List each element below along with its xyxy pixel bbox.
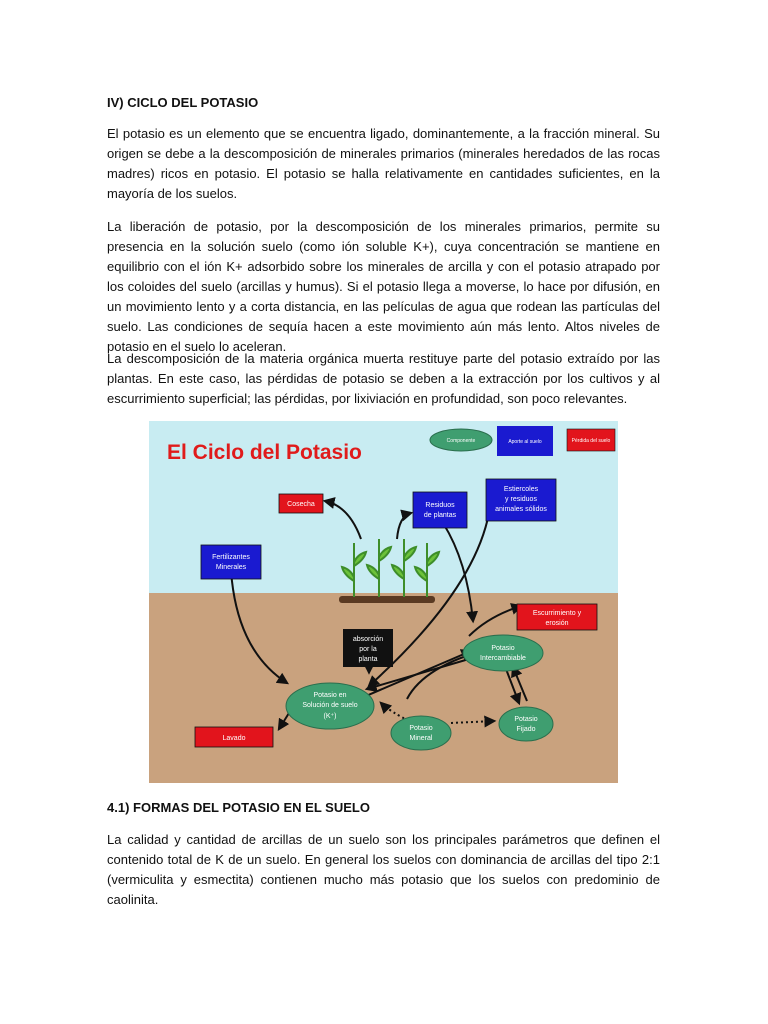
svg-text:y residuos: y residuos xyxy=(505,496,537,503)
svg-text:Lavado: Lavado xyxy=(222,735,246,742)
paragraph-2: La liberación de potasio, por la descomposición de los minerales primarios, permite su presencia en la solución suelo (como ión soluble K+), cuya concentración se mantiene en equilibrio con el ión K+ adsorbido sobre los minerales de arcilla y con el potasio atrapado por los coloides del suelo (arcillas y humus). Si el potasio llega a moverse, lo hace por difusión, en un movimiento lento y a corta distancia, en las películas de agua que rodean las partículas del suelo. Las condiciones de sequía hacen a este movimiento aún más lento. Altos niveles de potasio en el suelo lo aceleran. xyxy=(107,219,660,354)
svg-text:Fijado: Fijado xyxy=(516,726,536,733)
paragraph-4: La calidad y cantidad de arcillas de un suelo son los principales parámetros que definen el contenido total de K de un suelo. En general los suelos con dominancia de arcillas del tipo 2:1 (vermiculita y esmectita) contienen mucho más potasio que los suelos con predominio de caolinita. xyxy=(107,832,660,907)
svg-text:Residuos: Residuos xyxy=(425,502,455,509)
svg-text:Cosecha: Cosecha xyxy=(287,501,315,508)
figure-title: El Ciclo del Potasio xyxy=(167,441,362,464)
svg-text:(K⁺): (K⁺) xyxy=(323,713,337,720)
box-residuos xyxy=(413,492,467,528)
ellipse-potasio-solucion xyxy=(286,683,374,729)
box-cosecha xyxy=(279,494,323,513)
svg-text:de plantas: de plantas xyxy=(423,512,457,519)
legend-loss-label: Pérdida del suelo xyxy=(571,438,611,444)
paragraph-1: El potasio es un elemento que se encuentra ligado, dominantemente, a la fracción mineral. Su origen se debe a la descomposición de minerales primarios (minerales heredados de las rocas madres) ricos en potasio. El potasio se halla relativamente en cantidades suficientes, en la mayoría de los suelos. xyxy=(107,126,660,201)
svg-text:Intercambiable: Intercambiable xyxy=(480,655,526,662)
svg-text:Solución de suelo: Solución de suelo xyxy=(302,702,358,709)
svg-text:Mineral: Mineral xyxy=(409,735,433,742)
svg-text:por la: por la xyxy=(359,646,377,653)
potassium-cycle-figure xyxy=(149,421,618,783)
legend-input-label: Aporte al suelo xyxy=(508,439,542,445)
legend-component-label: Componente xyxy=(446,438,476,444)
svg-text:Fertilizantes: Fertilizantes xyxy=(212,554,250,561)
potassium-cycle-diagram xyxy=(149,421,618,783)
svg-text:animales sólidos: animales sólidos xyxy=(495,506,547,513)
svg-text:planta: planta xyxy=(358,656,378,663)
section-heading-ciclo: IV) CICLO DEL POTASIO xyxy=(107,95,259,110)
paragraph-3: La descomposición de la materia orgánica muerta restituye parte del potasio extraído por las plantas. En este caso, las pérdidas de potasio se deben a la extracción por los cultivos y al escurrimiento superficial; las pérdidas, por lixiviación en profundidad, son poco relevantes. xyxy=(107,351,660,406)
box-absorcion xyxy=(343,629,393,667)
svg-text:erosión: erosión xyxy=(545,620,569,627)
svg-text:Escurrimiento y: Escurrimiento y xyxy=(532,610,582,617)
box-lavado xyxy=(195,727,273,747)
svg-text:Potasio: Potasio xyxy=(514,716,538,723)
svg-text:Potasio: Potasio xyxy=(409,725,433,732)
svg-text:Potasio: Potasio xyxy=(491,645,515,652)
svg-text:Minerales: Minerales xyxy=(215,564,247,571)
section-heading-formas: 4.1) FORMAS DEL POTASIO EN EL SUELO xyxy=(107,800,370,815)
box-estiercoles xyxy=(486,479,556,521)
ellipse-potasio-mineral xyxy=(391,716,451,750)
box-escurrimiento xyxy=(517,604,597,630)
ellipse-potasio-intercambiable xyxy=(463,635,543,671)
svg-text:Estiercoles: Estiercoles xyxy=(503,486,539,493)
ellipse-potasio-fijado xyxy=(499,707,553,741)
svg-text:Potasio en: Potasio en xyxy=(313,692,347,699)
svg-text:absorción: absorción xyxy=(352,636,384,643)
box-fertilizantes xyxy=(201,545,261,579)
